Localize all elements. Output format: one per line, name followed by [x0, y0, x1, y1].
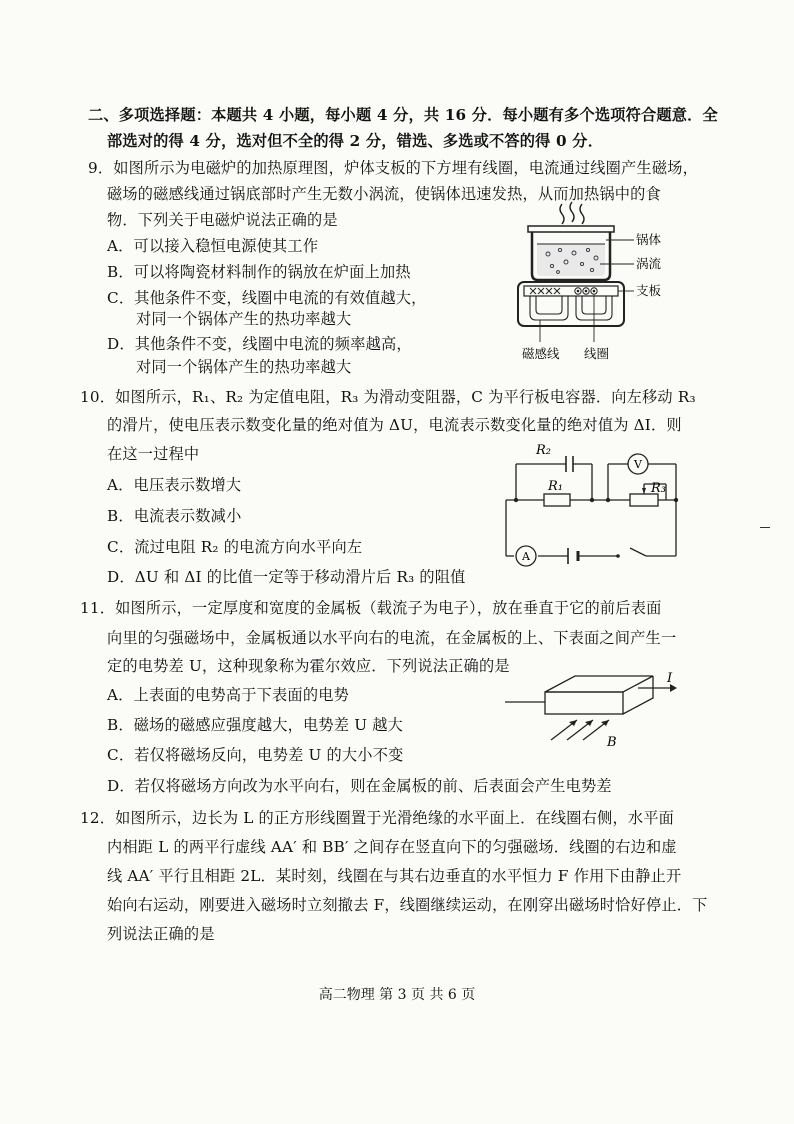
label-ammeter: A — [522, 550, 530, 563]
q9-option-c-line2: 对同一个锅体产生的热功率越大 — [136, 310, 352, 328]
q11-stem-line2: 向里的匀强磁场中，金属板通以水平向右的电流，在金属板的上、下表面之间产生一 — [107, 629, 677, 647]
q11-option-a: A．上表面的电势高于下表面的电势 — [107, 686, 349, 704]
q10-option-c: C．流过电阻 R₂ 的电流方向水平向左 — [107, 538, 363, 556]
q9-option-b: B．可以将陶瓷材料制作的锅放在炉面上加热 — [107, 263, 411, 281]
page-footer: 高二物理 第 3 页 共 6 页 — [318, 987, 476, 1003]
q9-option-d-line1: D．其他条件不变，线圈中电流的频率越高， — [107, 335, 412, 353]
q10-option-d: D．ΔU 和 ΔI 的比值一定等于移动滑片后 R₃ 的阻值 — [107, 568, 466, 586]
q11-option-b: B．磁场的磁感应强度越大，电势差 U 越大 — [107, 716, 404, 734]
label-magnetic-field: B — [607, 735, 617, 748]
label-pot: 锅体 — [636, 232, 662, 247]
q9-option-a: A．可以接入稳恒电源使其工作 — [107, 237, 319, 255]
q10-stem-line3: 在这一过程中 — [107, 445, 200, 463]
q12-stem-line3: 线 AA′ 平行且相距 2L．某时刻，线圈在与其右边垂直的水平恒力 F 作用下由静止开 — [107, 867, 682, 885]
label-voltmeter: V — [634, 458, 642, 471]
label-plate: 支板 — [636, 283, 662, 298]
q9-option-c-line1: C．其他条件不变，线圈中电流的有效值越大， — [107, 289, 427, 307]
section-header-line2: 部选对的得 4 分，选对但不全的得 2 分，错选、多选或不答的得 0 分． — [107, 132, 604, 150]
label-field-lines: 磁感线 — [522, 346, 560, 361]
q11-option-d: D．若仅将磁场方向改为水平向右，则在金属板的前、后表面会产生电势差 — [107, 777, 612, 795]
q10-stem-line2: 的滑片，使电压表示数变化量的绝对值为 ΔU，电流表示数变化量的绝对值为 ΔI．则 — [107, 416, 682, 434]
hall-effect-figure — [505, 668, 690, 748]
label-r1: R₁ — [548, 479, 563, 494]
q9-stem-line2: 磁场的磁感线通过锅底部时产生无数小涡流，使锅体迅速发热，从而加热锅中的食 — [107, 185, 661, 203]
label-coil: 线圈 — [584, 346, 610, 361]
q10-option-b: B．电流表示数减小 — [107, 507, 242, 525]
q11-stem-line1: 11．如图所示，一定厚度和宽度的金属板（载流子为电子），放在垂直于它的前后表面 — [80, 599, 662, 617]
q12-stem-line2: 内相距 L 的两平行虚线 AA′ 和 BB′ 之间存在竖直向下的匀强磁场．线圈的右边和虚 — [107, 838, 677, 856]
q11-stem-line3: 定的电势差 U，这种现象称为霍尔效应．下列说法正确的是 — [107, 657, 510, 675]
q9-option-d-line2: 对同一个锅体产生的热功率越大 — [136, 358, 352, 376]
q12-stem-line4: 始向右运动，刚要进入磁场时立刻撤去 F，线圈继续运动，在刚穿出磁场时恰好停止．下 — [107, 896, 708, 914]
q12-stem-line1: 12．如图所示，边长为 L 的正方形线圈置于光滑绝缘的水平面上．在线圈右侧，水平面 — [80, 809, 675, 827]
margin-mark — [760, 527, 770, 528]
q9-stem-line1: 9．如图所示为电磁炉的加热原理图，炉体支板的下方埋有线圈，电流通过线圈产生磁场， — [88, 159, 698, 177]
label-eddy: 涡流 — [636, 256, 662, 271]
q12-stem-line5: 列说法正确的是 — [107, 925, 215, 943]
circuit-figure — [500, 438, 690, 578]
induction-cooker-figure — [500, 196, 690, 366]
label-current: I — [667, 671, 673, 686]
q10-option-a: A．电压表示数增大 — [107, 476, 242, 494]
section-header-line1: 二、多项选择题：本题共 4 小题，每小题 4 分，共 16 分．每小题有多个选项符合题意．全 — [88, 106, 718, 124]
q9-stem-line3: 物．下列关于电磁炉说法正确的是 — [107, 211, 338, 229]
label-r2: R₂ — [536, 443, 551, 458]
q10-stem-line1: 10．如图所示，R₁、R₂ 为定值电阻，R₃ 为滑动变阻器，C 为平行板电容器．向左移动 R₃ — [80, 388, 696, 406]
q11-option-c: C．若仅将磁场反向，电势差 U 的大小不变 — [107, 746, 404, 764]
label-r3: R₃ — [651, 481, 666, 496]
